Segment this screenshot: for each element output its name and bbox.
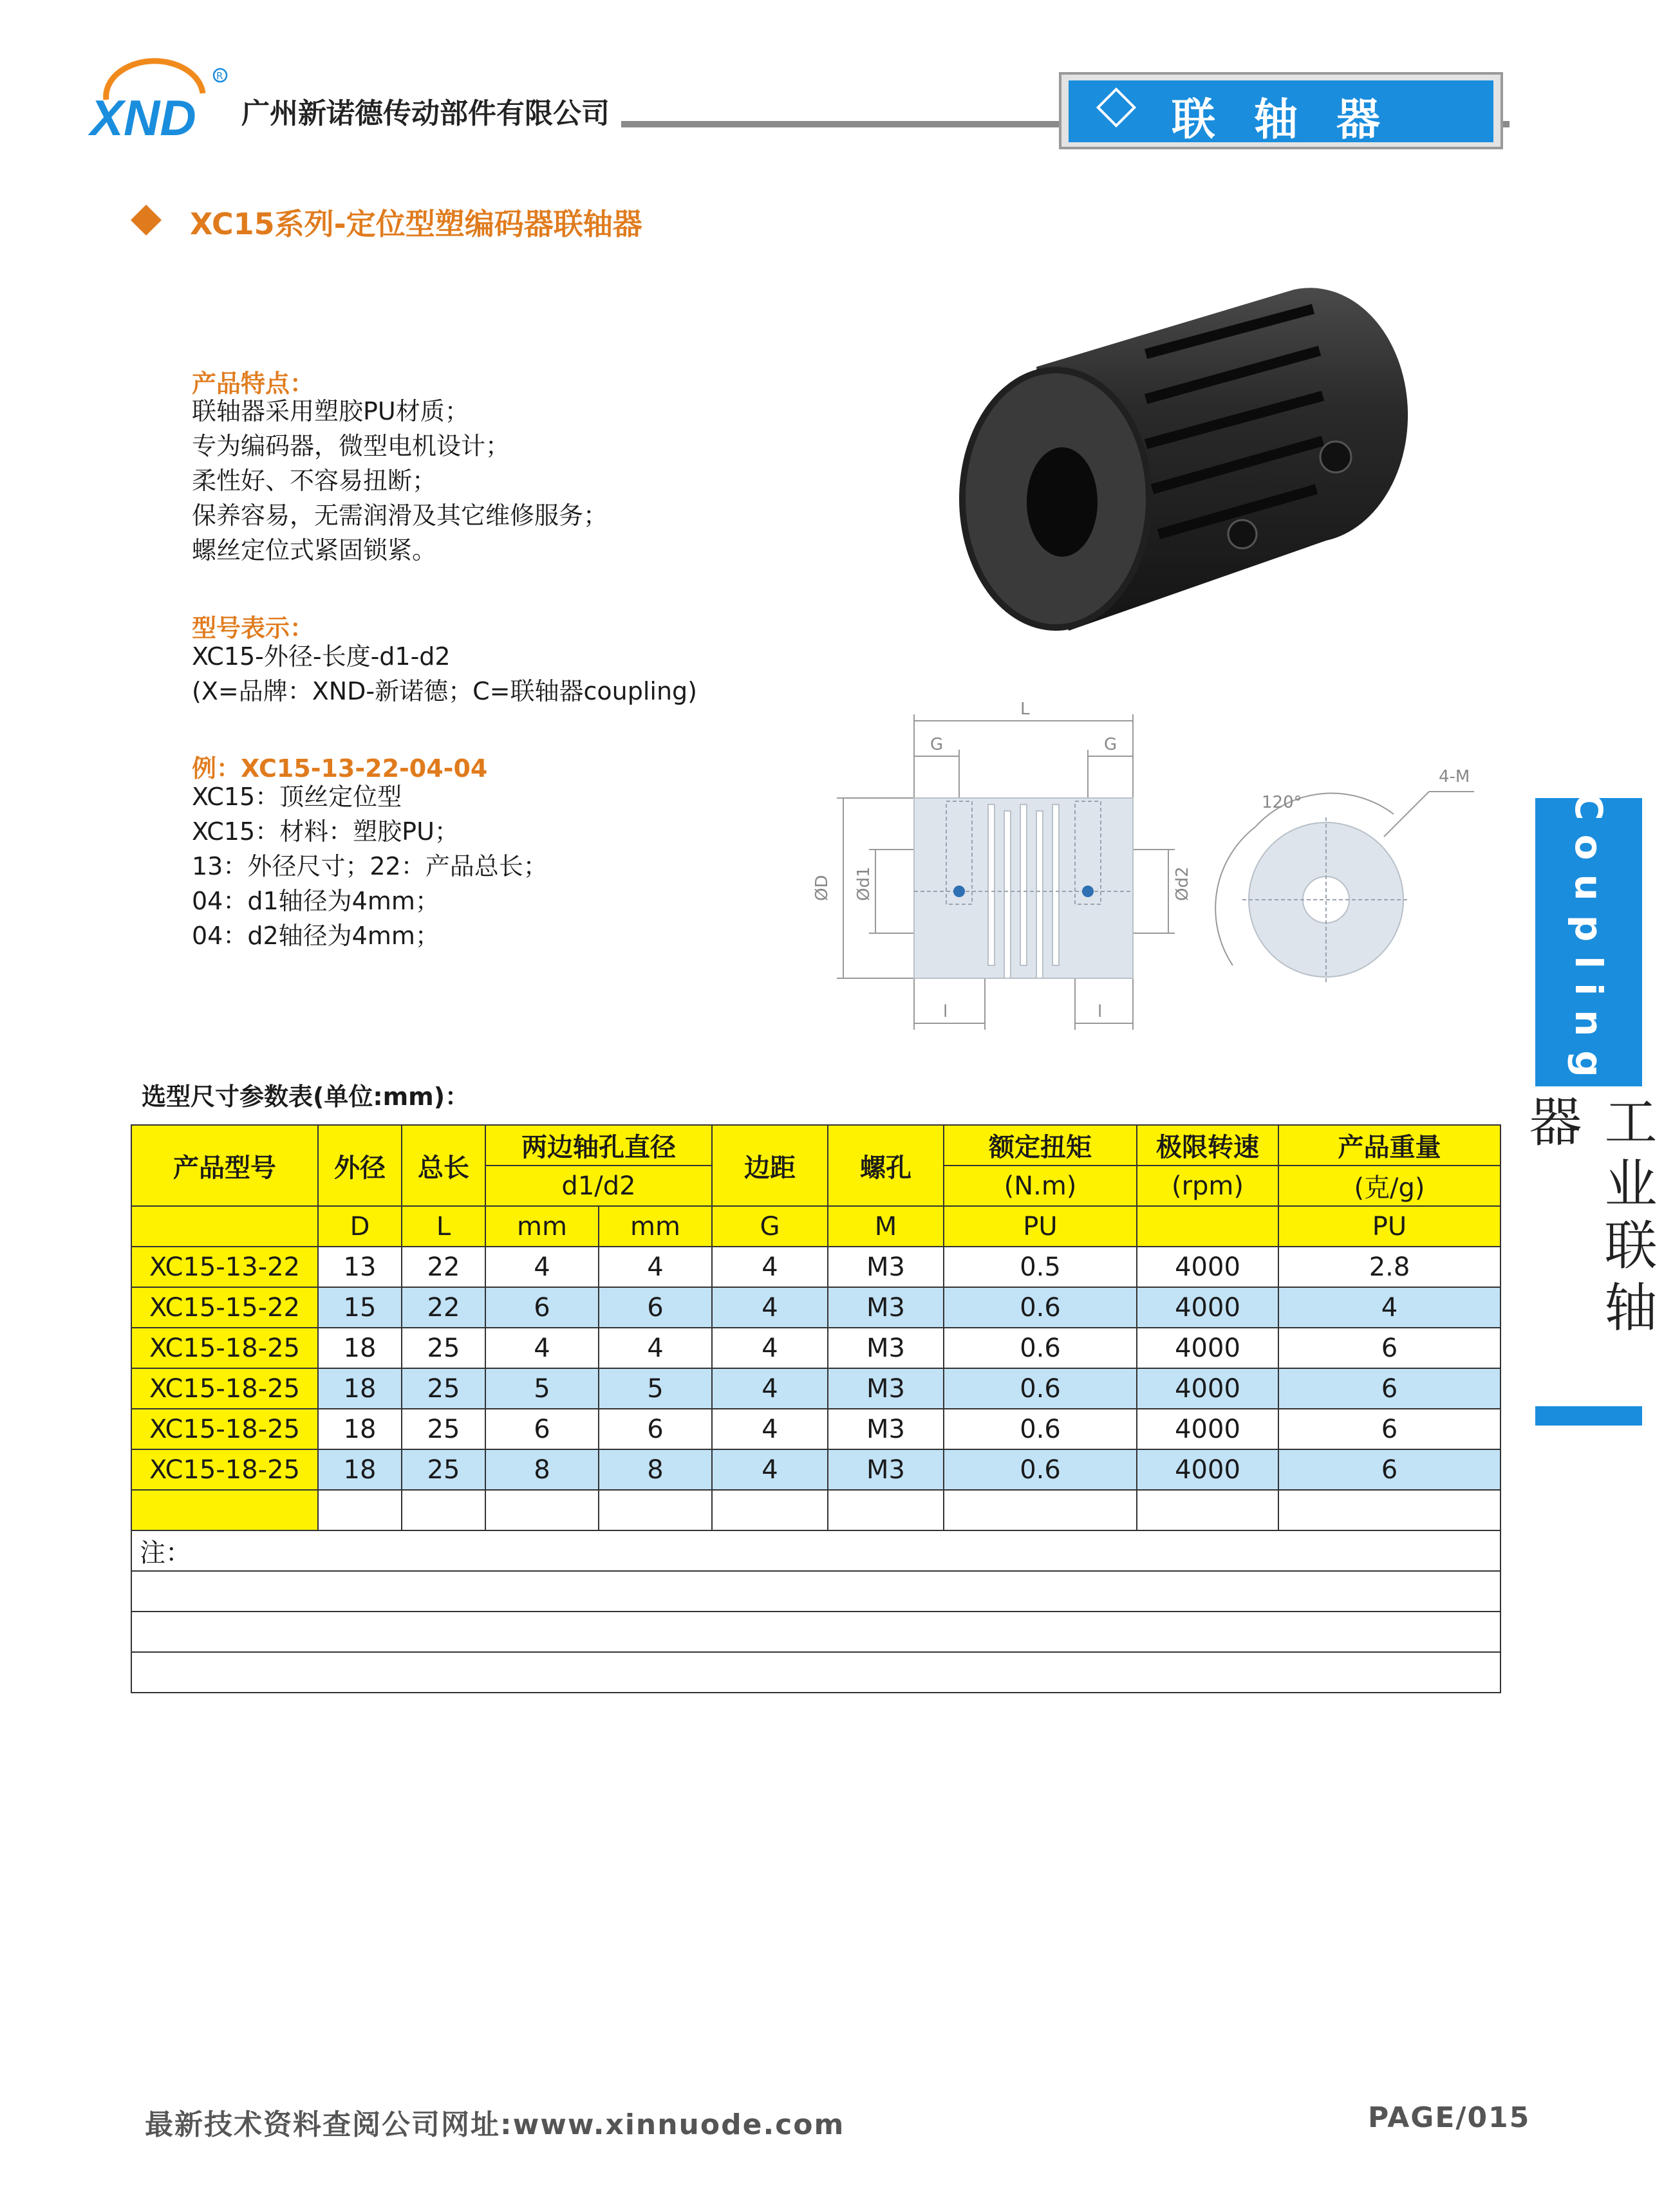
table-cell-empty [712,1490,828,1530]
table-cell: 22 [402,1287,485,1328]
unit-cell: M [828,1206,944,1247]
example-line: 04：d1轴径为4mm； [192,887,440,915]
example-heading: 例：XC15-13-22-04-04 [192,754,488,783]
dim-angle: 120° [1262,793,1302,812]
table-row [131,1409,1500,1449]
table-cell: 18 [318,1328,402,1368]
header-torque: 额定扭矩 [944,1125,1137,1166]
table-row [131,1287,1500,1328]
feature-line: 螺丝定位式紧固锁紧。 [192,536,437,564]
dim-G-right: G [1104,735,1117,754]
table-cell: 18 [318,1409,402,1449]
table-cell: 0.6 [944,1449,1137,1490]
dim-holes: 4-M [1439,767,1470,786]
header-model: 产品型号 [131,1125,318,1206]
xnd-logo [84,61,232,151]
coupling-photo [933,270,1416,644]
spec-table [131,1124,1501,1693]
cell-model-empty [131,1490,318,1530]
table-cell: 4 [1278,1287,1500,1328]
note-row [131,1571,1500,1612]
features-list [192,394,608,568]
diamond-bullet-icon [131,205,162,236]
dim-D: ØD [812,875,832,901]
feature-line: 保养容易，无需润滑及其它维修服务； [192,501,608,530]
unit-model [131,1206,318,1247]
company-name: 广州新诺德传动部件有限公司 [241,97,610,130]
dim-G-left: G [930,735,944,754]
dim-d1: Ød1 [854,866,874,901]
table-cell: 25 [402,1368,485,1409]
example-line: 13：外径尺寸；22：产品总长； [192,852,548,880]
table-caption: 选型尺寸参数表(单位:mm)： [142,1083,470,1111]
table-row [131,1449,1500,1490]
table-cell: 6 [1278,1328,1500,1368]
feature-line: 专为编码器，微型电机设计； [192,432,510,460]
note-row [131,1652,1500,1693]
table-cell: 18 [318,1449,402,1490]
table-cell: 0.6 [944,1328,1137,1368]
table-cell: 4000 [1137,1449,1278,1490]
table-cell-empty [318,1490,402,1530]
table-cell: 4000 [1137,1409,1278,1449]
model-line: (X=品牌：XND-新诺德；C=联轴器coupling) [192,677,697,705]
unit-cell: D [318,1206,402,1247]
side-tab-bar [1535,1406,1642,1426]
table-cell: 4 [712,1287,828,1328]
table-cell-empty [1278,1490,1500,1530]
table-cell: 4 [712,1247,828,1287]
feature-line: 柔性好、不容易扭断； [192,467,437,495]
table-cell: 4 [712,1328,828,1368]
header-weight-unit: (克/g) [1278,1166,1500,1206]
table-cell: 4 [712,1368,828,1409]
side-tab-label: Coupling [1567,793,1611,1092]
unit-cell: mm [485,1206,599,1247]
header-speed: 极限转速 [1137,1125,1278,1166]
table-cell: 2.8 [1278,1247,1500,1287]
table-cell: M3 [828,1449,944,1490]
unit-cell: mm [599,1206,712,1247]
table-row [131,1247,1500,1287]
table-cell-empty [944,1490,1137,1530]
header-length: 总长 [402,1125,485,1206]
table-cell: 4 [599,1328,712,1368]
feature-line: 联轴器采用塑胶PU材质； [192,397,469,425]
table-cell: 18 [318,1368,402,1409]
table-cell: M3 [828,1409,944,1449]
example-line: XC15：顶丝定位型 [192,783,402,811]
header-weight: 产品重量 [1278,1125,1500,1166]
note-label: 注： [131,1530,1500,1571]
table-cell: 4000 [1137,1247,1278,1287]
table-cell: 0.6 [944,1409,1137,1449]
table-cell-empty [599,1490,712,1530]
table-cell: 0.6 [944,1287,1137,1328]
note-row [131,1612,1500,1652]
cell-model: XC15-15-22 [131,1287,318,1328]
table-cell-empty [485,1490,599,1530]
table-cell: 13 [318,1247,402,1287]
table-cell: 6 [599,1409,712,1449]
table-cell: 5 [599,1368,712,1409]
cell-model: XC15-18-25 [131,1409,318,1449]
header-edge: 边距 [712,1125,828,1206]
model-format [192,639,697,709]
header-screw: 螺孔 [828,1125,944,1206]
unit-cell: PU [1278,1206,1500,1247]
header-bore: 两边轴孔直径 [485,1125,712,1166]
table-cell: 6 [1278,1409,1500,1449]
table-cell: 4 [599,1247,712,1287]
product-title: XC15系列-定位型塑编码器联轴器 [190,207,642,241]
table-cell: 22 [402,1247,485,1287]
table-cell: 15 [318,1287,402,1328]
table-cell: 6 [1278,1449,1500,1490]
unit-cell: L [402,1206,485,1247]
page-number: PAGE/015 [1368,2101,1531,2134]
header-speed-unit: (rpm) [1137,1166,1278,1206]
dim-d2: Ød2 [1173,866,1192,901]
table-cell: 0.5 [944,1247,1137,1287]
table-cell-empty [1137,1490,1278,1530]
header-outer: 外径 [318,1125,402,1206]
section-title: 联轴器 [1172,95,1419,145]
unit-cell [1137,1206,1278,1247]
logo-text: XND [90,89,196,146]
table-cell: 4 [712,1449,828,1490]
table-cell: 25 [402,1409,485,1449]
unit-cell: PU [944,1206,1137,1247]
table-row-empty [131,1490,1500,1530]
table-cell: M3 [828,1328,944,1368]
table-cell: M3 [828,1287,944,1328]
example-line: 04：d2轴径为4mm； [192,922,440,950]
table-cell: 8 [485,1449,599,1490]
table-row [131,1328,1500,1368]
dim-l-left: l [943,1002,948,1021]
table-cell: 25 [402,1328,485,1368]
header-torque-unit: (N.m) [944,1166,1137,1206]
example-list [192,779,548,953]
table-row [131,1368,1500,1409]
features-heading: 产品特点： [192,369,315,398]
dim-l-right: l [1098,1002,1103,1021]
example-line: XC15：材料：塑胶PU； [192,817,459,846]
table-cell: 4 [485,1247,599,1287]
table-cell: 4000 [1137,1368,1278,1409]
dim-L: L [1020,700,1030,719]
unit-cell: G [712,1206,828,1247]
table-cell: 6 [1278,1368,1500,1409]
table-cell: 0.6 [944,1368,1137,1409]
cell-model: XC15-18-25 [131,1368,318,1409]
table-cell: 5 [485,1368,599,1409]
side-category-label: 工业联轴器 [1520,1094,1657,1341]
cell-model: XC15-18-25 [131,1449,318,1490]
cell-model: XC15-13-22 [131,1247,318,1287]
table-cell-empty [828,1490,944,1530]
table-cell: 8 [599,1449,712,1490]
table-cell: 4000 [1137,1328,1278,1368]
footer-website: 最新技术资料查阅公司网址:www.xinnuode.com [145,2108,845,2141]
table-cell: M3 [828,1368,944,1409]
table-cell: 4000 [1137,1287,1278,1328]
table-cell-empty [402,1490,485,1530]
cell-model: XC15-18-25 [131,1328,318,1368]
model-heading: 型号表示： [192,614,315,642]
table-cell: 25 [402,1449,485,1490]
table-cell: M3 [828,1247,944,1287]
table-cell: 4 [485,1328,599,1368]
header-bore-sub: d1/d2 [485,1166,712,1206]
svg-text:R: R [216,70,223,82]
model-line: XC15-外径-长度-d1-d2 [192,642,451,671]
table-cell: 6 [485,1287,599,1328]
table-cell: 6 [599,1287,712,1328]
table-cell: 4 [712,1409,828,1449]
dimension-drawing [811,695,1519,1043]
table-cell: 6 [485,1409,599,1449]
